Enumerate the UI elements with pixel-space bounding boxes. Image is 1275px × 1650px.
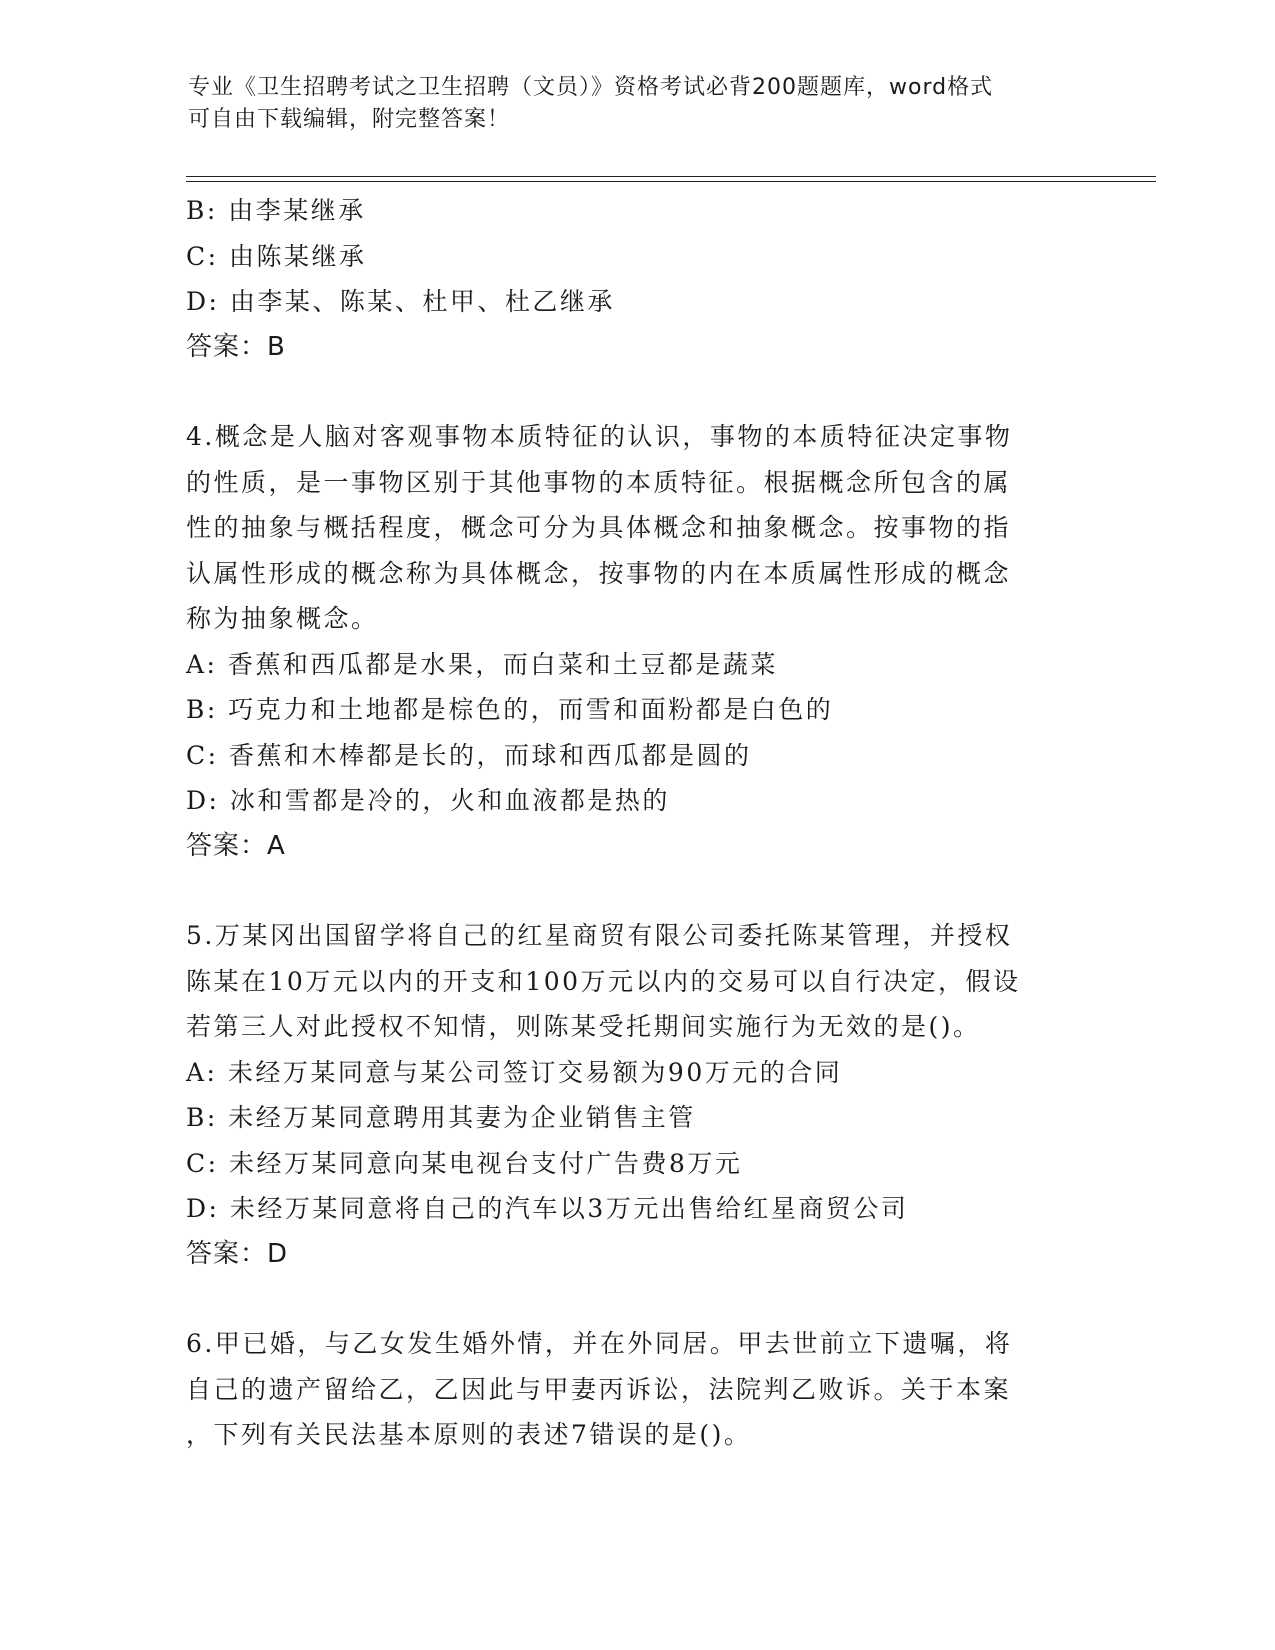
spacer xyxy=(186,370,1086,414)
q5-stem-line: 5.万某冈出国留学将自己的红星商贸有限公司委托陈某管理，并授权 xyxy=(186,921,1013,950)
q5-option-a: A: 未经万某同意与某公司签订交易额为90万元的合同 xyxy=(186,1057,843,1087)
q3-option-b: B: 由李某继承 xyxy=(186,196,366,225)
q4-stem-line: 4.概念是人脑对客观事物本质特征的认识，事物的本质特征决定事物 xyxy=(186,422,1013,451)
question-6 xyxy=(186,1321,1086,1458)
q6-stem-line: 自己的遗产留给乙，乙因此与甲妻丙诉讼，法院判乙败诉。关于本案 xyxy=(186,1374,1012,1404)
spacer xyxy=(186,869,1086,913)
q4-option-d: D: 冰和雪都是冷的，火和血液都是热的 xyxy=(186,786,670,815)
q3-answer: 答案：B xyxy=(186,331,286,362)
header-line-1: 专业《卫生招聘考试之卫生招聘（文员）》资格考试必背200题题库，word格式 xyxy=(188,75,994,100)
document-body xyxy=(186,188,1086,1458)
q4-answer: 答案：A xyxy=(186,830,286,861)
q4-option-b: B: 巧克力和土地都是棕色的，而雪和面粉都是白色的 xyxy=(186,695,834,724)
q6-stem-line: ，下列有关民法基本原则的表述7错误的是()。 xyxy=(186,1420,752,1449)
q4-stem-line: 的性质，是一事物区别于其他事物的本质特征。根据概念所包含的属 xyxy=(186,467,1012,497)
q4-option-c: C: 香蕉和木棒都是长的，而球和西瓜都是圆的 xyxy=(186,740,752,770)
header-line-2: 可自由下载编辑，附完整答案！ xyxy=(188,107,511,132)
q4-stem-line: 认属性形成的概念称为具体概念，按事物的内在本质属性形成的概念 xyxy=(186,558,1012,588)
q3-option-c: C: 由陈某继承 xyxy=(186,241,367,271)
question-4 xyxy=(186,414,1086,869)
q5-option-c: C: 未经万某同意向某电视台支付广告费8万元 xyxy=(186,1148,743,1178)
q4-option-a: A: 香蕉和西瓜都是水果，而白菜和土豆都是蔬菜 xyxy=(186,649,778,679)
spacer xyxy=(186,1277,1086,1321)
question-5 xyxy=(186,913,1086,1277)
q5-stem-line: 若第三人对此授权不知情，则陈某受托期间实施行为无效的是()。 xyxy=(186,1012,981,1041)
document-header xyxy=(188,72,1088,136)
q4-stem-line: 性的抽象与概括程度，概念可分为具体概念和抽象概念。按事物的指 xyxy=(186,513,1012,542)
q6-stem-line: 6.甲已婚，与乙女发生婚外情，并在外同居。甲去世前立下遗嘱，将 xyxy=(186,1329,1013,1358)
question-3 xyxy=(186,188,1086,370)
q5-option-d: D: 未经万某同意将自己的汽车以3万元出售给红星商贸公司 xyxy=(186,1194,909,1223)
q4-stem-line: 称为抽象概念。 xyxy=(186,604,379,633)
header-divider xyxy=(186,176,1156,182)
q5-answer: 答案：D xyxy=(186,1238,289,1269)
q5-option-b: B: 未经万某同意聘用其妻为企业销售主管 xyxy=(186,1103,696,1132)
q5-stem-line: 陈某在10万元以内的开支和100万元以内的交易可以自行决定，假设 xyxy=(186,966,1021,996)
q3-option-d: D: 由李某、陈某、杜甲、杜乙继承 xyxy=(186,287,615,316)
